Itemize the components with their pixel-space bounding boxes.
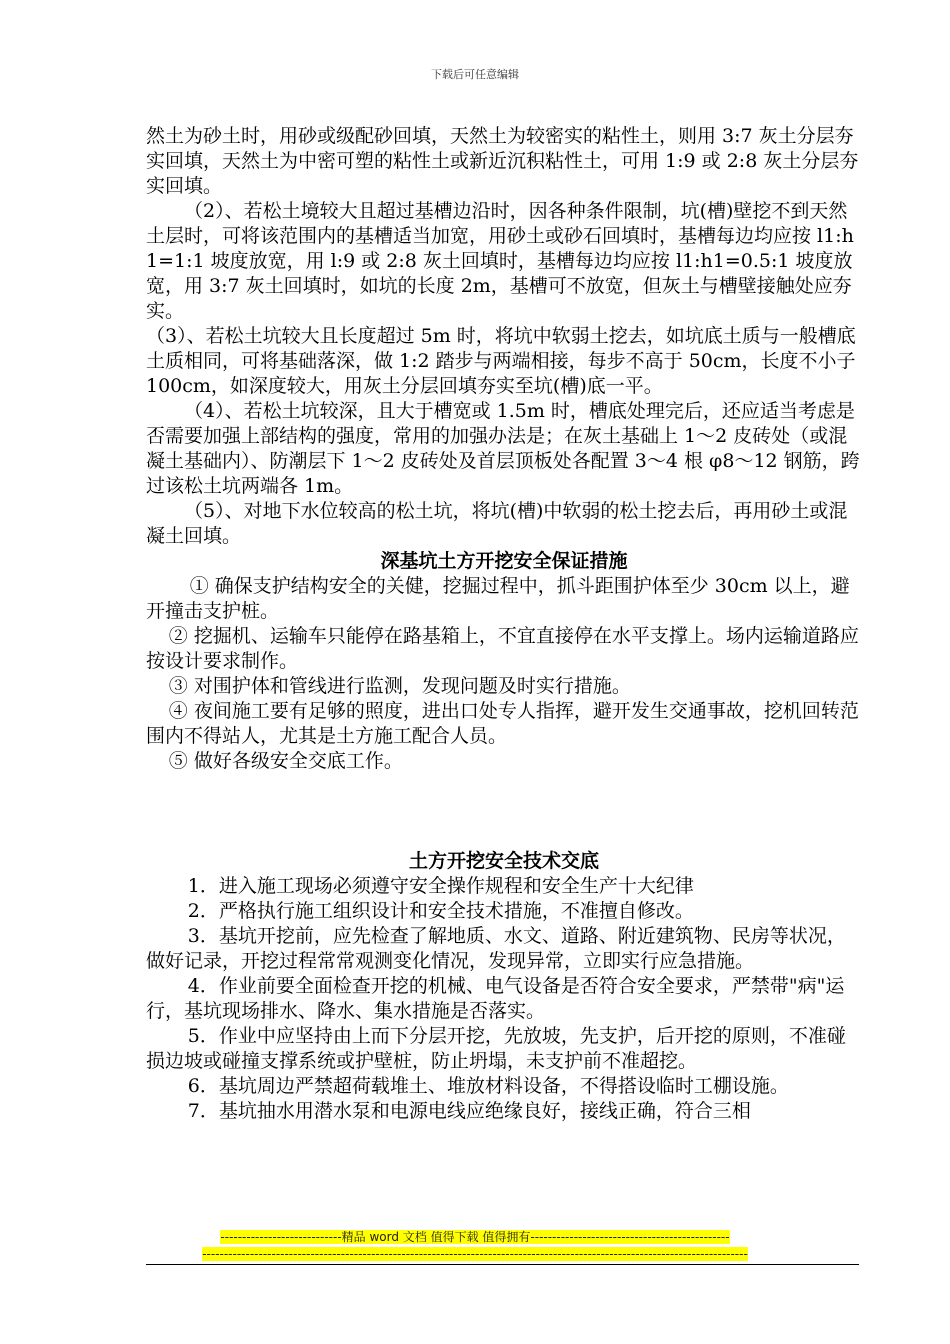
list-item: ① 确保支护结构安全的关健，挖掘过程中，抓斗距围护体至少 30cm 以上，避开撞击支护桩。 xyxy=(146,575,850,622)
list-item: ④ 夜间施工要有足够的照度，进出口处专人指挥，避开发生交通事故，挖机回转范围内不得站人，尤其是土方施工配合人员。 xyxy=(146,700,859,747)
paragraph-item-2: （2）、若松土境较大且超过基槽边沿时，因各种条件限制，坑(槽)壁挖不到天然土层时，可将该范围内的基槽适当加宽，用砂土或砂石回填时，基槽每边均应按 l1:h1=1:1 坡度放宽，用 l:9 或 2:8 灰土回填时，基槽每边均应按 l1:h1=0.5:1 坡度放宽，用 3:7 灰土回填时，如坑的长度 2m，基槽可不放宽，但灰土与槽壁接触处应夯实。 xyxy=(146,200,854,322)
list-item: 2．严格执行施工组织设计和安全技术措施，不准擅自修改。 xyxy=(187,900,694,922)
footer-divider xyxy=(146,1264,859,1265)
list-item: 5．作业中应坚持由上而下分层开挖，先放坡，先支护，后开挖的原则，不准碰损边坡或碰撞支撑系统或护壁桩，防止坍塌，未支护前不准超挖。 xyxy=(146,1025,846,1072)
document-body xyxy=(146,124,862,1124)
paragraph-backfill-soil: 然土为砂土时，用砂或级配砂回填，天然土为较密实的粘性土，则用 3:7 灰土分层夯实回填，天然土为中密可塑的粘性土或新近沉积粘性土，可用 1:9 或 2:8 灰土分层夯实回填。 xyxy=(146,125,859,197)
section-spacer xyxy=(146,774,862,849)
list-item: 6．基坑周边严禁超荷载堆土、堆放材料设备，不得搭设临时工棚设施。 xyxy=(187,1075,789,1097)
footer-line-2: ------------------------------------------------------------------------------------------------------------------------------ xyxy=(202,1247,748,1261)
list-item: 1．进入施工现场必须遵守安全操作规程和安全生产十大纪律 xyxy=(187,875,694,897)
list-item: 4．作业前要全面检查开挖的机械、电气设备是否符合安全要求，严禁带"病"运行，基坑现场排水、降水、集水措施是否落实。 xyxy=(146,975,845,1022)
footer-watermark xyxy=(0,1229,950,1263)
list-item: ② 挖掘机、运输车只能停在路基箱上，不宜直接停在水平支撑上。场内运输道路应按设计要求制作。 xyxy=(146,625,859,672)
list-item: 7．基坑抽水用潜水泵和电源电线应绝缘良好，接线正确，符合三相 xyxy=(187,1100,751,1122)
list-item: ⑤ 做好各级安全交底工作。 xyxy=(168,750,403,772)
section-title-deep-pit-safety: 深基坑土方开挖安全保证措施 xyxy=(380,550,628,572)
paragraph-item-3: （3）、若松土坑较大且长度超过 5m 时，将坑中软弱土挖去，如坑底土质与一般槽底土质相同，可将基础落深，做 1:2 踏步与两端相接，每步不高于 50cm，长度不小子 100cm，如深度较大，用灰土分层回填夯实至坑(槽)底一平。 xyxy=(146,325,856,397)
header-note: 下载后可任意编辑 xyxy=(431,68,519,81)
paragraph-item-4: （4）、若松土坑较深，且大于槽宽或 1.5m 时，槽底处理完后，还应适当考虑是否需要加强上部结构的强度，常用的加强办法是；在灰土基础上 1～2 皮砖处（或混凝土基础内）、防潮层下 1～2 皮砖处及首层顶板处各配置 3～4 根 φ8～12 钢筋，跨过该松土坑两端各 1m。 xyxy=(146,400,860,497)
footer-line-1: ----------------------------精品 word 文档 值得下载 值得拥有---------------------------------------------- xyxy=(220,1230,730,1244)
list-item: ③ 对围护体和管线进行监测，发现问题及时实行措施。 xyxy=(168,675,631,697)
section-title-excavation-briefing: 土方开挖安全技术交底 xyxy=(408,850,599,872)
paragraph-item-5: （5）、对地下水位较高的松土坑，将坑(槽)中软弱的松土挖去后，再用砂土或混凝土回填。 xyxy=(146,500,848,547)
list-item: 3．基坑开挖前，应先检查了解地质、水文、道路、附近建筑物、民房等状况，做好记录，开挖过程常常观测变化情况，发现异常，立即实行应急措施。 xyxy=(146,925,846,972)
